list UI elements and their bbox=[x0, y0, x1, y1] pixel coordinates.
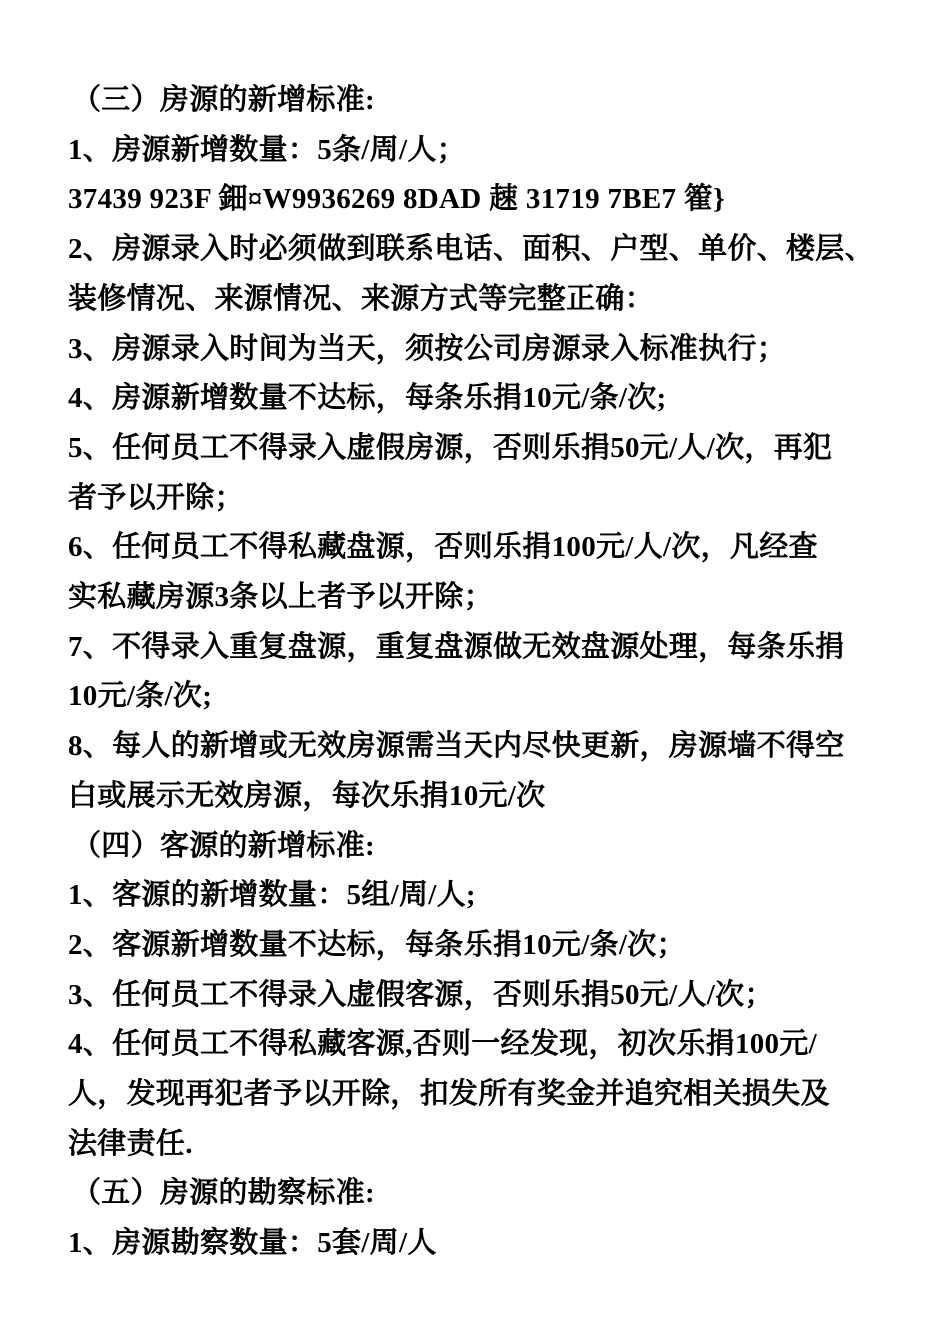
section-heading-listing-survey: （五）房源的勘察标准: bbox=[72, 1177, 375, 1210]
text-line: 1、房源新增数量：5条/周/人； bbox=[68, 133, 466, 166]
text-line: 8、每人的新增或无效房源需当天内尽快更新，房源墙不得空 bbox=[68, 730, 845, 763]
text-line: 2、房源录入时必须做到联系电话、面积、户型、单价、楼层、 bbox=[68, 233, 874, 266]
text-line: 2、客源新增数量不达标，每条乐捐10元/条/次； bbox=[68, 928, 686, 961]
section-heading-client-addition: （四）客源的新增标准: bbox=[72, 829, 375, 862]
text-line: 3、任何员工不得录入虚假客源，否则乐捐50元/人/次； bbox=[68, 978, 774, 1011]
text-line: 6、任何员工不得私藏盘源，否则乐捐100元/人/次，凡经查 bbox=[68, 531, 818, 564]
text-line: 1、房源勘察数量：5套/周/人 bbox=[68, 1227, 437, 1260]
text-line: 4、房源新增数量不达标，每条乐捐10元/条/次; bbox=[68, 382, 667, 415]
text-line: 装修情况、来源情况、来源方式等完整正确： bbox=[68, 282, 655, 315]
text-line: 者予以开除； bbox=[68, 481, 244, 514]
text-line: 5、任何员工不得录入虚假房源，否则乐捐50元/人/次，再犯 bbox=[68, 431, 833, 464]
text-line: 3、房源录入时间为当天，须按公司房源录入标准执行； bbox=[68, 332, 787, 365]
text-line: 7、不得录入重复盘源，重复盘源做无效盘源处理，每条乐捐 bbox=[68, 630, 845, 663]
text-line: 10元/条/次; bbox=[68, 680, 213, 713]
text-line: 实私藏房源3条以上者予以开除； bbox=[68, 581, 494, 614]
text-line: 4、任何员工不得私藏客源,否则一经发现，初次乐捐100元/ bbox=[68, 1028, 818, 1061]
text-line: 1、客源的新增数量：5组/周/人; bbox=[68, 879, 476, 912]
text-line: 白或展示无效房源，每次乐捐10元/次 bbox=[68, 779, 546, 812]
document-body bbox=[68, 76, 908, 1269]
section-heading-listing-addition: （三）房源的新增标准: bbox=[72, 84, 375, 116]
text-line: 人，发现再犯者予以开除，扣发所有奖金并追究相关损失及 bbox=[68, 1078, 830, 1111]
text-line: 法律责任. bbox=[68, 1127, 193, 1160]
text-line: 37439 923F 鈿¤W9936269 8DAD 趚 31719 7BE7 篧} bbox=[68, 183, 725, 216]
